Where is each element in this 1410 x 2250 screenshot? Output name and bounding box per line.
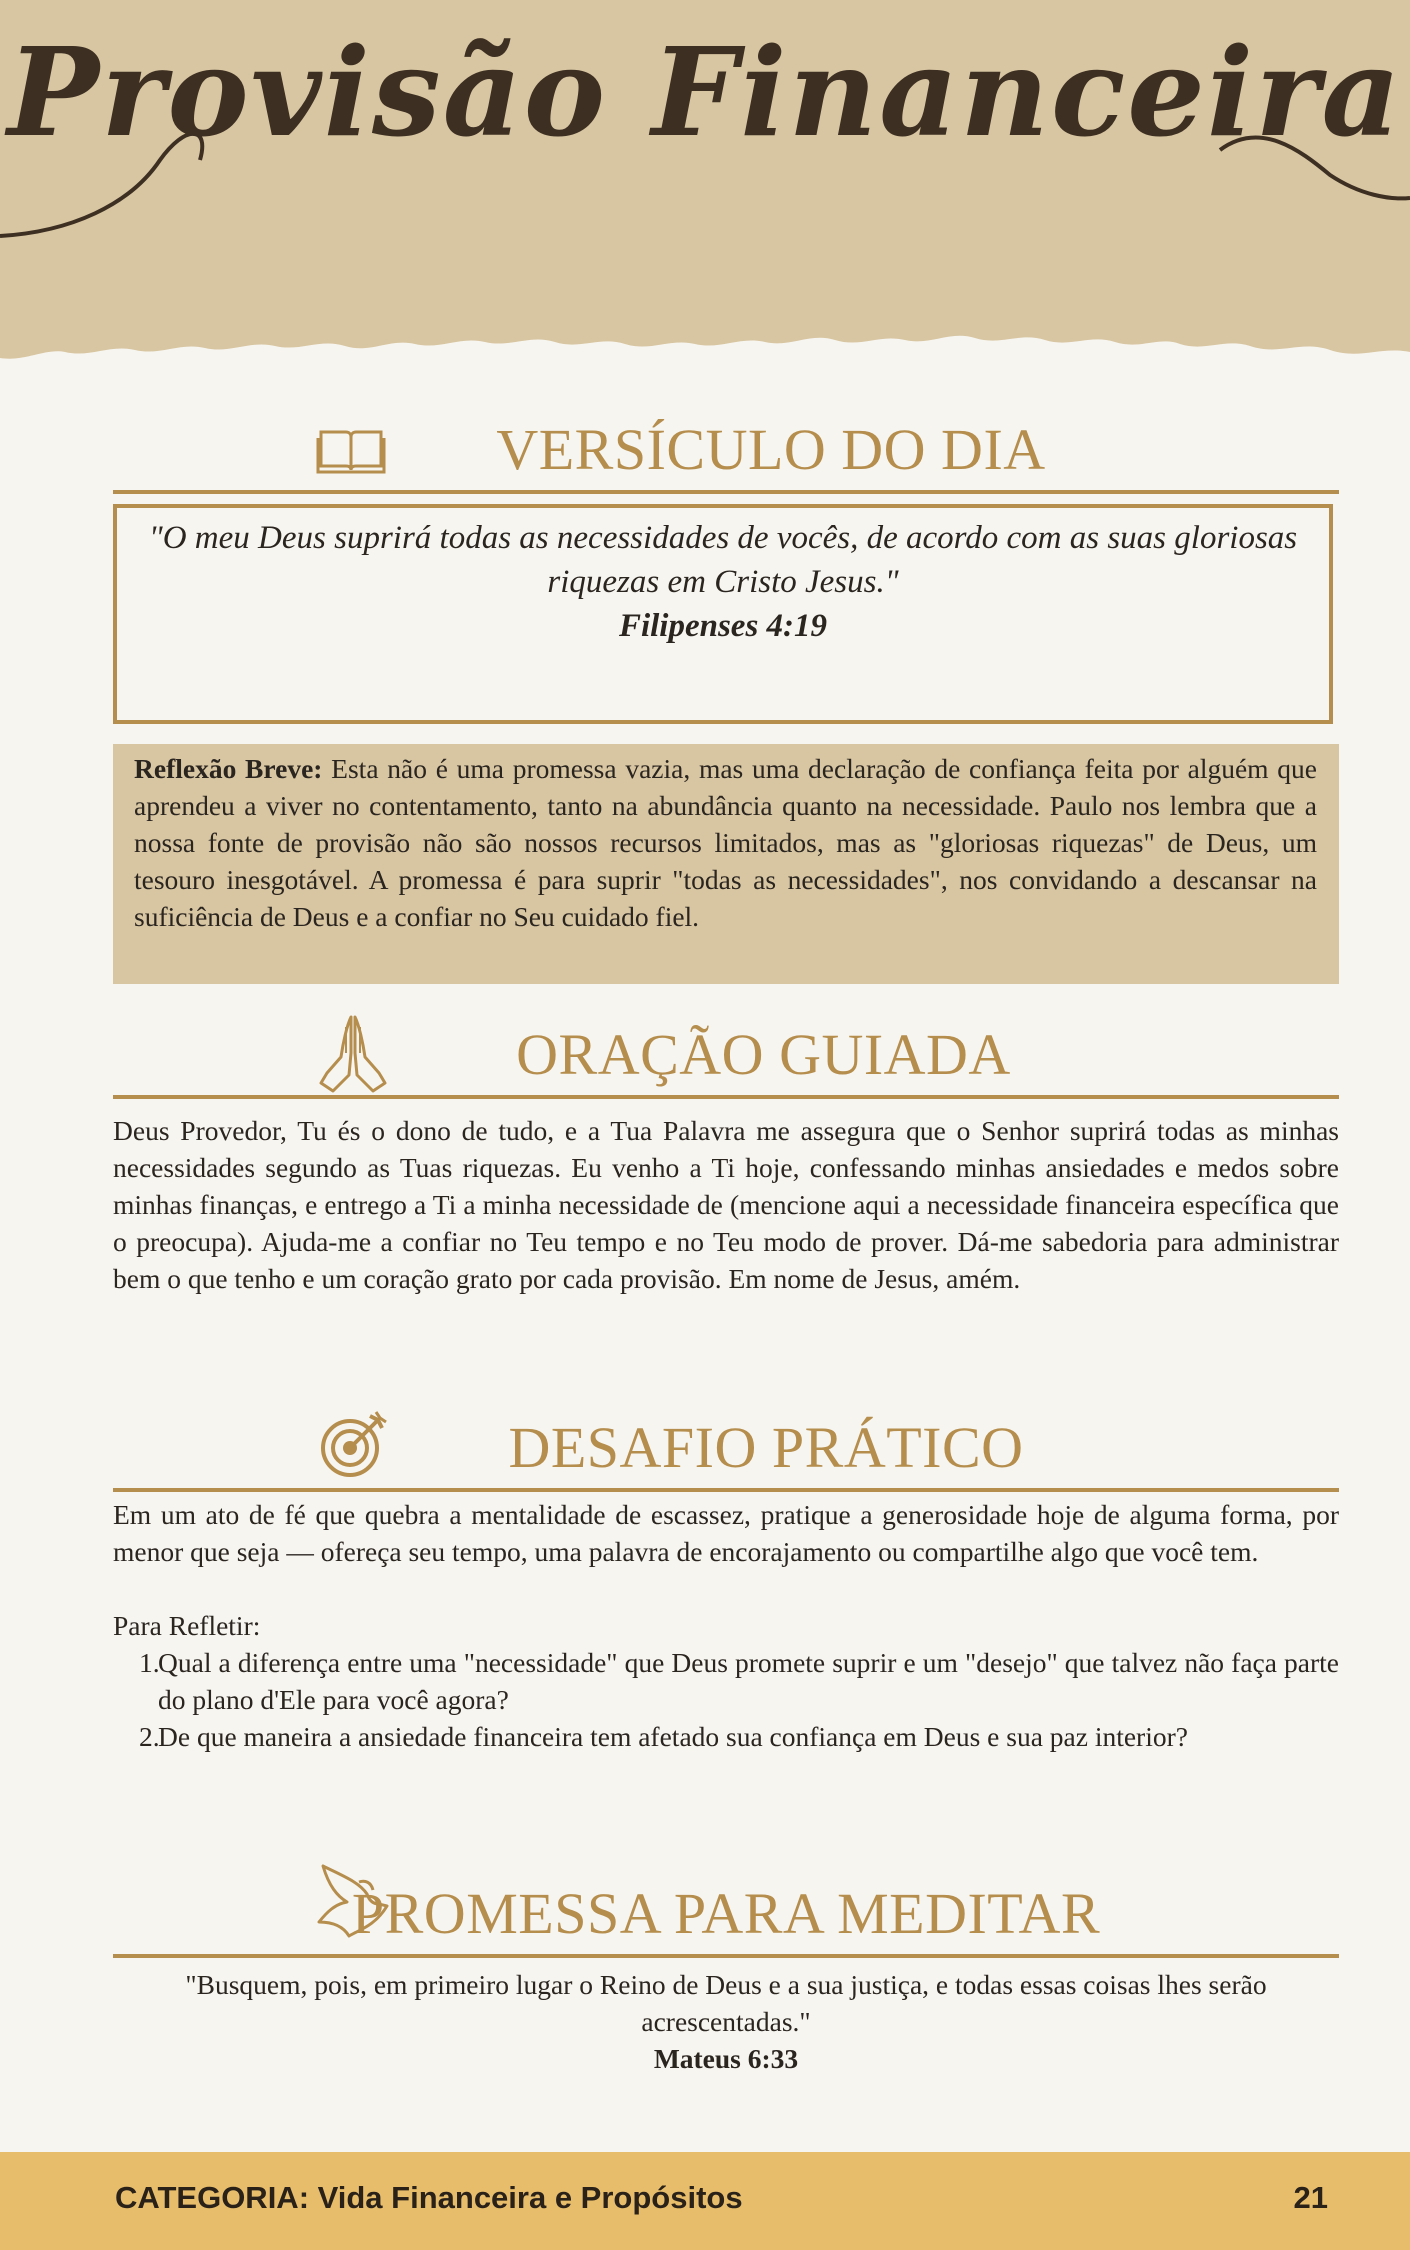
verse-box: [113, 504, 1333, 724]
question-text: Qual a diferença entre uma "necessidade" que Deus promete suprir e um "desejo" que talvez não faça parte do plano d'Ele para você agora?: [158, 1647, 1339, 1715]
promise-verse: "Busquem, pois, em primeiro lugar o Reino de Deus e a sua justiça, e todas essas coisas lhes serão acrescentadas.": [185, 1969, 1267, 2037]
list-item: [113, 1718, 1339, 1755]
reflect-label: Para Refletir:: [113, 1610, 261, 1641]
page-header: [0, 0, 1410, 400]
page-footer: [0, 2152, 1410, 2250]
verse-heading: VERSÍCULO DO DIA: [496, 417, 1046, 482]
challenge-body: [113, 1496, 1339, 1755]
verse-reference: Filipenses 4:19: [618, 608, 828, 644]
prayer-heading: ORAÇÃO GUIADA: [516, 1022, 1011, 1087]
challenge-section-header: [113, 1408, 1339, 1492]
promise-reference: Mateus 6:33: [653, 2043, 799, 2074]
page-number: 21: [1293, 2180, 1328, 2215]
reflection-label: Reflexão Breve:: [134, 753, 323, 784]
promise-block: [113, 1966, 1339, 2077]
promise-heading: PROMESSA PARA MEDITAR: [351, 1881, 1101, 1946]
question-text: De que maneira a ansiedade financeira tem afetado sua confiança em Deus e sua paz interior?: [158, 1721, 1188, 1752]
prayer-text: Deus Provedor, Tu és o dono de tudo, e a Tua Palavra me assegura que o Senhor suprirá todas as minhas necessidades segundo as Tuas riquezas. Eu venho a Ti hoje, confessando minhas ansiedades e medos sobre minhas finanças, e entrego a Ti a minha necessidade de (mencione aqui a necessidade financeira específica que o preocupa). Ajuda-me a confiar no Teu tempo e no Teu modo de prover. Dá-me sabedoria para administrar bem o que tenho e um coração grato por cada provisão. Em nome de Jesus, amém.: [113, 1115, 1339, 1294]
challenge-heading: DESAFIO PRÁTICO: [508, 1415, 1024, 1480]
verse-text: "O meu Deus suprirá todas as necessidades de vocês, de acordo com as suas gloriosas riquezas em Cristo Jesus.": [148, 520, 1298, 600]
promise-section-header: [113, 1874, 1339, 1958]
list-number: 2.: [139, 1721, 160, 1752]
verse-section-header: [113, 410, 1339, 494]
challenge-text: Em um ato de fé que quebra a mentalidade de escassez, pratique a generosidade hoje de alguma forma, por menor que seja — ofereça seu tempo, uma palavra de encorajamento ou compartilhe algo que você tem.: [113, 1499, 1339, 1567]
reflection-questions: [113, 1644, 1339, 1755]
reflection-text: Esta não é uma promessa vazia, mas uma declaração de confiança feita por alguém que aprendeu a viver no contentamento, tanto na abundância quanto na necessidade. Paulo nos lembra que a nossa fonte de provisão não são nossos recursos limitados, mas as "gloriosas riquezas" de Deus, um tesouro inesgotável. A promessa é para suprir "todas as necessidades", nos convidando a descansar na suficiência de Deus e a confiar no Seu cuidado fiel.: [134, 753, 1317, 932]
prayer-section-header: [113, 1015, 1339, 1099]
list-item: [113, 1644, 1339, 1718]
page-title: Provisão Financeira: [7, 20, 1403, 164]
footer-category: CATEGORIA: Vida Financeira e Propósitos: [115, 2180, 743, 2215]
reflection-box: [113, 744, 1339, 984]
list-number: 1.: [139, 1647, 160, 1678]
